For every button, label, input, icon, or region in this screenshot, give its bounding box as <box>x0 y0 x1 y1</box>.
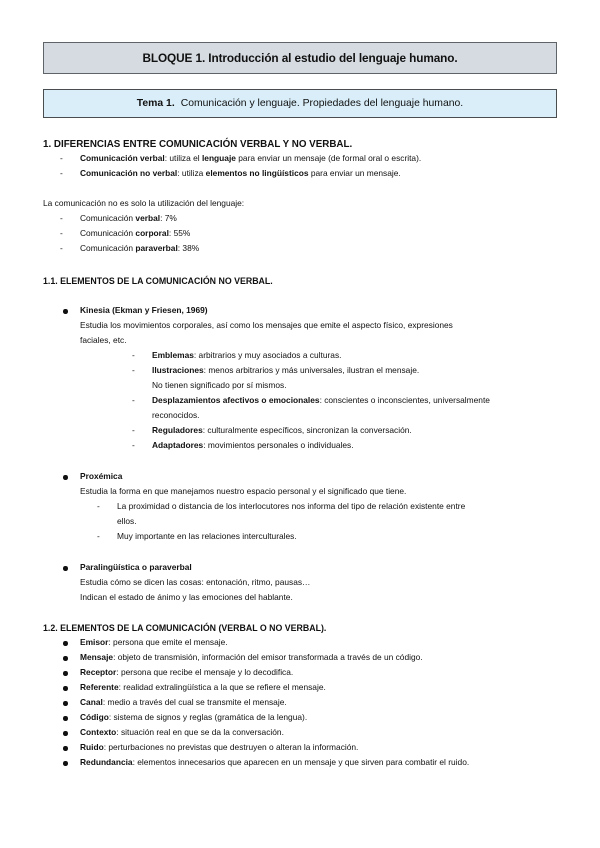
kinesia-item-emblemas: - Emblemas: arbitrarios y muy asociados a culturas. <box>152 351 341 361</box>
paralinguistica-desc-2: Indican el estado de ánimo y las emociones del hablante. <box>80 592 293 602</box>
bullet-icon <box>63 475 68 480</box>
bullet-icon <box>63 566 68 571</box>
stat-verbal: - Comunicación verbal: 7% <box>80 214 177 224</box>
proxemica-item-1: - La proximidad o distancia de los interlocutores nos informa del tipo de relación existente entre <box>117 502 465 512</box>
kinesia-item-reguladores: - Reguladores: culturalmente específicos, sincronizan la conversación. <box>152 426 412 436</box>
stat-corporal: - Comunicación corporal: 55% <box>80 229 190 239</box>
proxemica-item-2: - Muy importante en las relaciones interculturales. <box>117 532 297 542</box>
element-ruido: Ruido: perturbaciones no previstas que destruyen o alteran la información. <box>80 742 359 752</box>
paralinguistica-desc-1: Estudia cómo se dicen las cosas: entonación, ritmo, pausas… <box>80 577 311 587</box>
element-codigo: Código: sistema de signos y reglas (gramática de la lengua). <box>80 712 308 722</box>
element-redundancia: Redundancia: elementos innecesarios que aparecen en un mensaje y que sirven para combatir el ruido. <box>80 757 470 767</box>
stat-paraverbal: - Comunicación paraverbal: 38% <box>80 244 199 254</box>
block-title-text: BLOQUE 1. Introducción al estudio del lenguaje humano. <box>142 51 458 65</box>
bullet-icon <box>63 746 68 751</box>
proxemica-item-1-cont: ellos. <box>117 516 137 526</box>
element-referente: Referente: realidad extralingüística a la que se refiere el mensaje. <box>80 682 326 692</box>
kinesia-item-desplazamientos-cont: reconocidos. <box>152 410 200 420</box>
nonverbal-definition: - Comunicación no verbal: utiliza elementos no lingüísticos para enviar un mensaje. <box>80 169 401 179</box>
topic-title <box>43 89 557 118</box>
kinesia-item-desplazamientos: - Desplazamientos afectivos o emocionales: conscientes o inconscientes, universalmente <box>152 396 490 406</box>
verbal-definition: - Comunicación verbal: utiliza el lenguaje para enviar un mensaje (de formal oral o escrita). <box>80 154 421 164</box>
bullet-icon <box>63 731 68 736</box>
kinesia-item-ilustraciones-cont: No tienen significado por sí mismos. <box>152 380 287 390</box>
bullet-icon <box>63 686 68 691</box>
proxemica-title: Proxémica <box>80 471 123 481</box>
section-1-heading: 1. DIFERENCIAS ENTRE COMUNICACIÓN VERBAL Y NO VERBAL. <box>43 139 353 150</box>
bullet-icon <box>63 309 68 314</box>
bullet-icon <box>63 716 68 721</box>
element-mensaje: Mensaje: objeto de transmisión, información del emisor transformada a través de un código. <box>80 652 423 662</box>
section-1-1-heading: 1.1. ELEMENTOS DE LA COMUNICACIÓN NO VERBAL. <box>43 276 273 286</box>
element-contexto: Contexto: situación real en que se da la conversación. <box>80 727 284 737</box>
paralinguistica-title: Paralingüística o paraverbal <box>80 562 192 572</box>
kinesia-title: Kinesia (Ekman y Friesen, 1969) <box>80 305 208 315</box>
bullet-icon <box>63 761 68 766</box>
bullet-icon <box>63 656 68 661</box>
bullet-icon <box>63 671 68 676</box>
element-canal: Canal: medio a través del cual se transmite el mensaje. <box>80 697 287 707</box>
block-title <box>43 42 557 74</box>
section-1-2-heading: 1.2. ELEMENTOS DE LA COMUNICACIÓN (VERBAL O NO VERBAL). <box>43 623 327 633</box>
bullet-icon <box>63 641 68 646</box>
kinesia-desc-1: Estudia los movimientos corporales, así como los mensajes que emite el aspecto físico, expresiones <box>80 320 453 330</box>
kinesia-desc-2: faciales, etc. <box>80 335 127 345</box>
element-receptor: Receptor: persona que recibe el mensaje y lo decodifica. <box>80 667 294 677</box>
proxemica-desc: Estudia la forma en que manejamos nuestro espacio personal y el significado que tiene. <box>80 486 407 496</box>
kinesia-item-adaptadores: - Adaptadores: movimientos personales o individuales. <box>152 441 354 451</box>
element-emisor: Emisor: persona que emite el mensaje. <box>80 637 228 647</box>
kinesia-item-ilustraciones: - Ilustraciones: menos arbitrarios y más universales, ilustran el mensaje. <box>152 366 419 376</box>
topic-label: Tema 1. <box>136 98 175 109</box>
bullet-icon <box>63 701 68 706</box>
communication-intro: La comunicación no es solo la utilización del lenguaje: <box>43 198 245 208</box>
topic-title-text: Comunicación y lenguaje. Propiedades del lenguaje humano. <box>180 98 464 109</box>
